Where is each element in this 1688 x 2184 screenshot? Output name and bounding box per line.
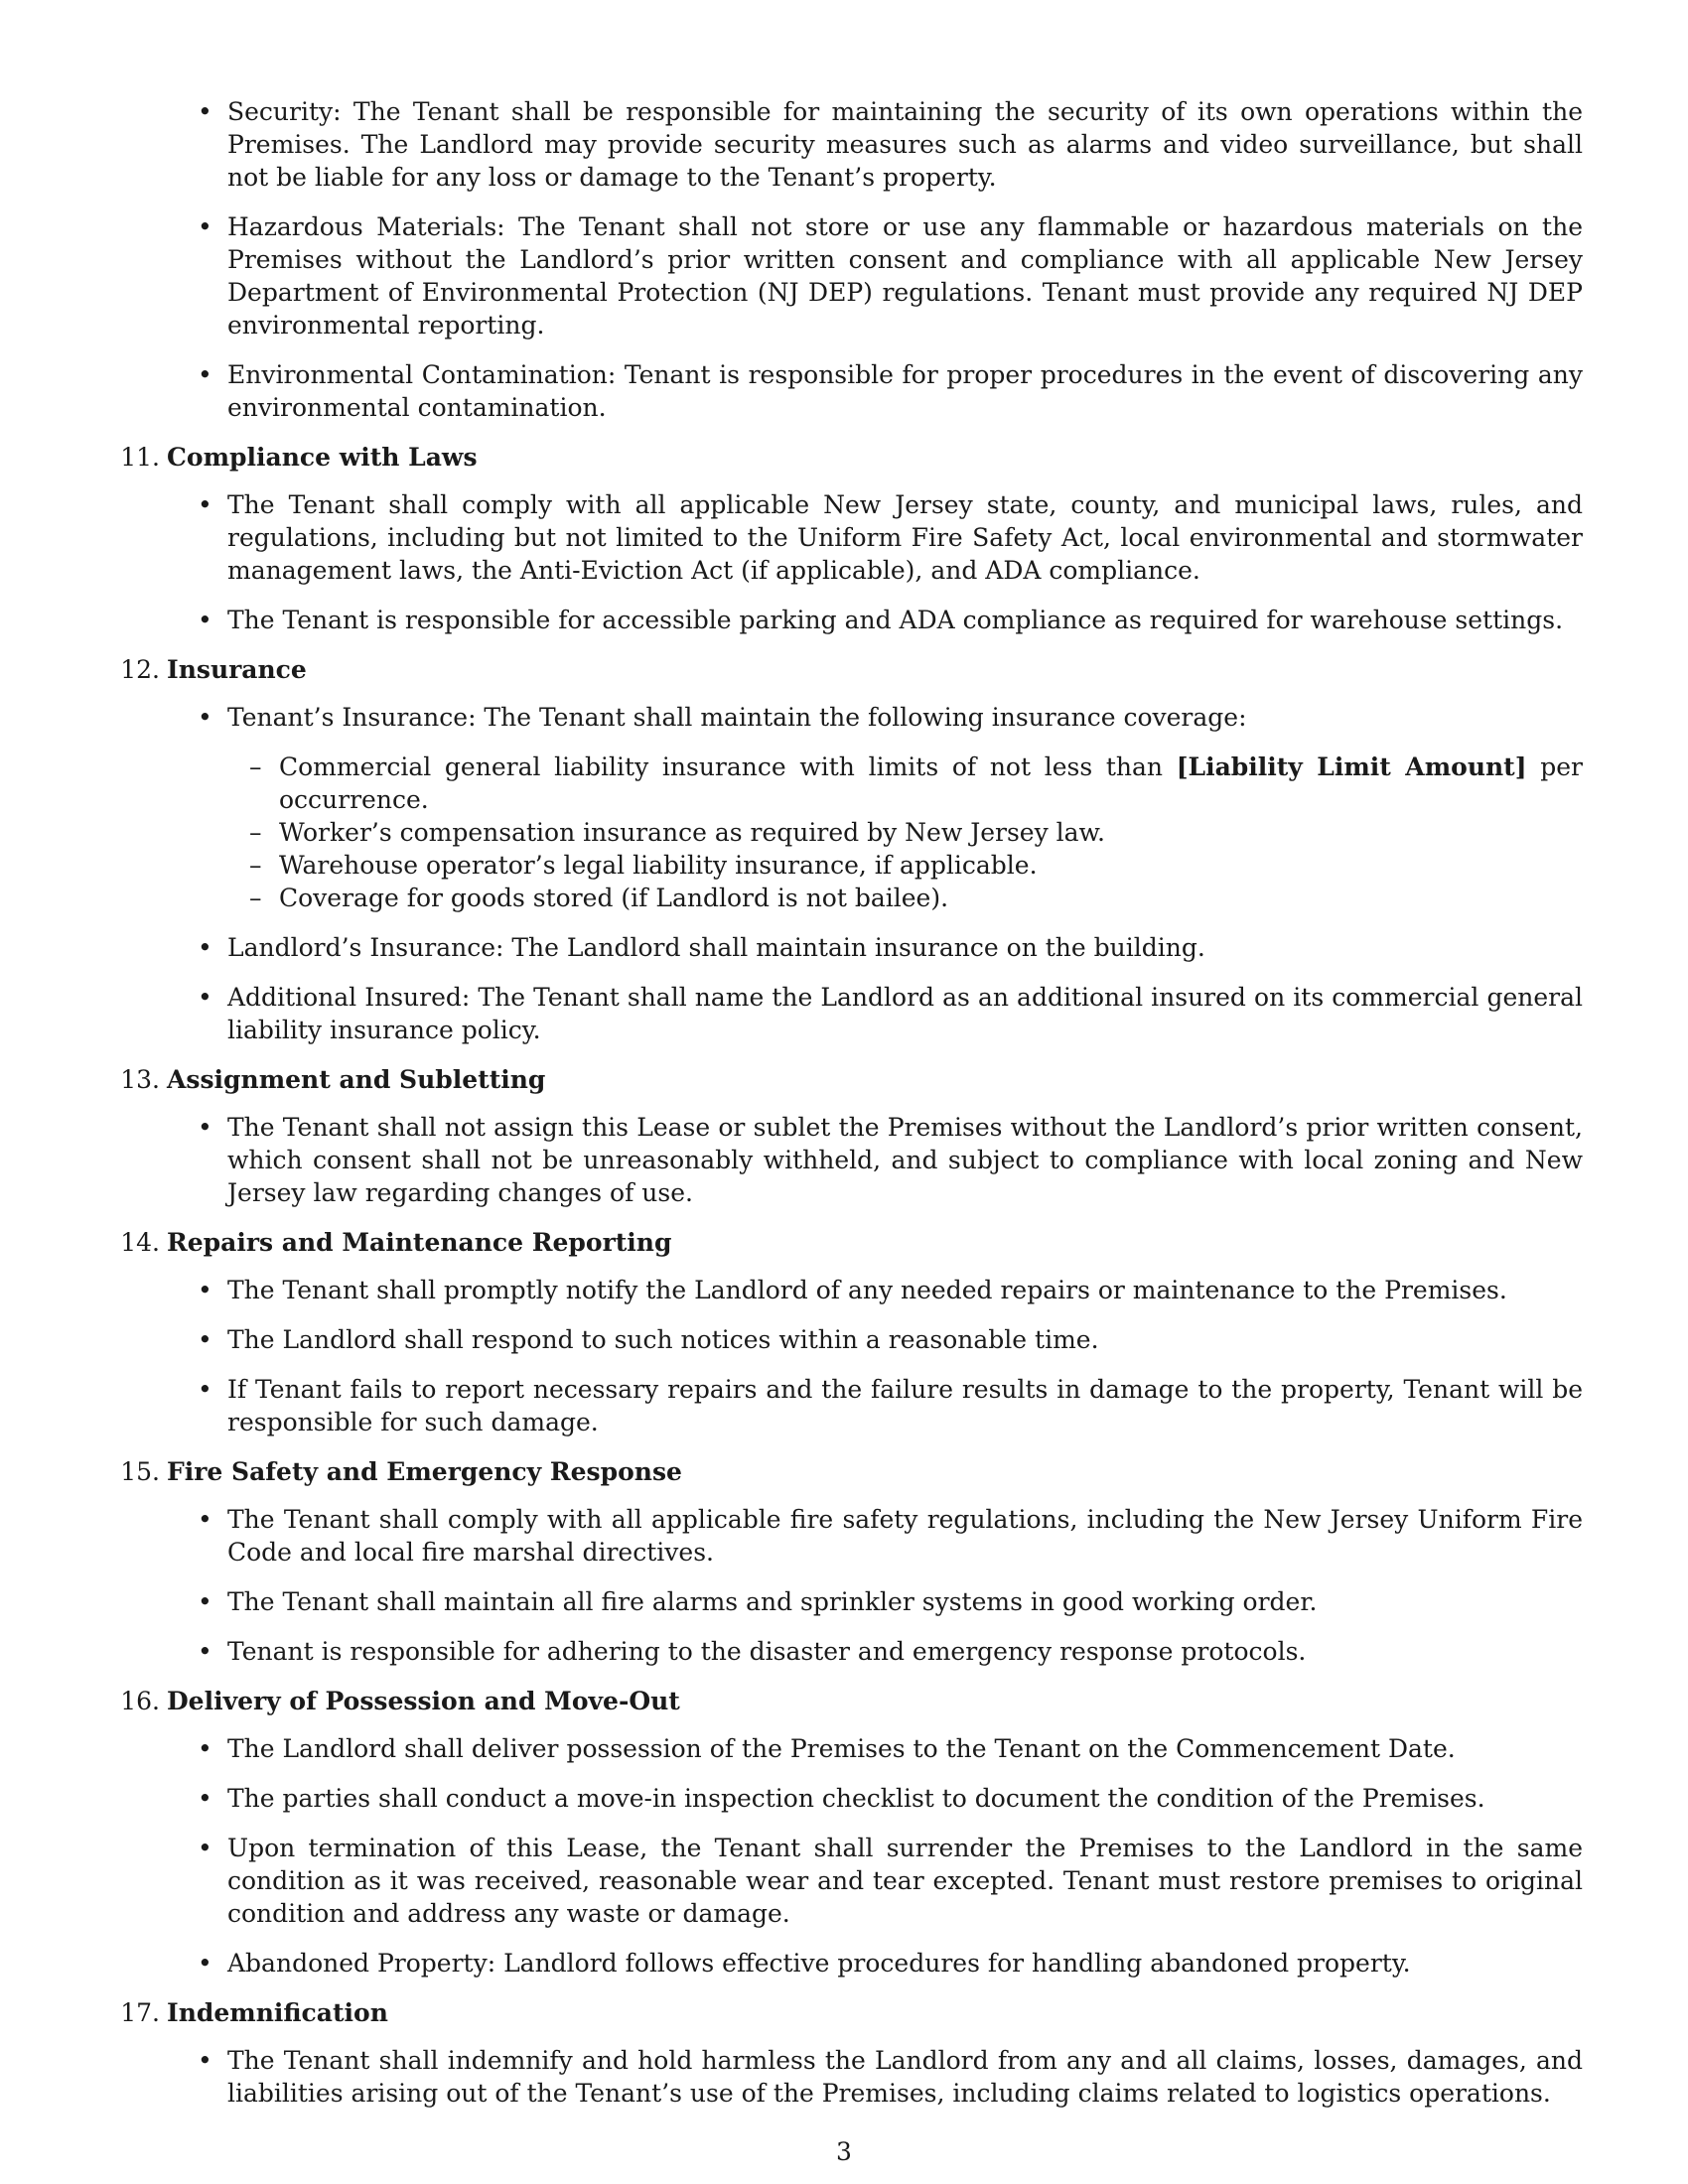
section-title: Repairs and Maintenance Reporting bbox=[167, 1228, 672, 1257]
section-number: 14. bbox=[120, 1228, 160, 1257]
section-12 bbox=[113, 653, 1583, 1046]
liability-limit-placeholder: [Liability Limit Amount] bbox=[1176, 752, 1527, 781]
section-bullets bbox=[113, 1503, 1583, 1668]
insurance-coverage-list bbox=[227, 751, 1583, 914]
list-item: • The Tenant is responsible for accessible parking and ADA compliance as required for warehouse settings. bbox=[227, 604, 1583, 636]
section-title: Delivery of Possession and Move-Out bbox=[167, 1687, 680, 1715]
section-title: Assignment and Subletting bbox=[167, 1065, 546, 1094]
numbered-sections bbox=[113, 441, 1583, 2110]
coverage-workers-comp: – Worker’s compensation insurance as required by New Jersey law. bbox=[279, 816, 1583, 849]
section-number: 12. bbox=[120, 655, 160, 684]
continued-section-bullets bbox=[113, 95, 1583, 424]
section-title: Fire Safety and Emergency Response bbox=[167, 1457, 682, 1486]
list-item: • The Landlord shall deliver possession of the Premises to the Tenant on the Commencement Date. bbox=[227, 1732, 1583, 1765]
section-13 bbox=[113, 1063, 1583, 1209]
bullet-tenant-insurance bbox=[227, 701, 1583, 914]
section-heading bbox=[113, 1226, 1583, 1259]
section-heading bbox=[113, 1455, 1583, 1488]
bullet-environmental-contamination: • Environmental Contamination: Tenant is responsible for proper procedures in the event of discovering any environmental contamination. bbox=[227, 358, 1583, 424]
coverage-warehouse-liability: – Warehouse operator’s legal liability insurance, if applicable. bbox=[279, 849, 1583, 882]
section-bullets bbox=[113, 1732, 1583, 1979]
section-16 bbox=[113, 1685, 1583, 1979]
list-item: • Upon termination of this Lease, the Tenant shall surrender the Premises to the Landlord in the same condition as it was received, reasonable wear and tear excepted. Tenant must restore premises to original condition and address any waste or damage. bbox=[227, 1832, 1583, 1930]
section-bullets bbox=[113, 701, 1583, 1046]
section-bullets bbox=[113, 488, 1583, 636]
section-title: Insurance bbox=[167, 655, 307, 684]
section-heading bbox=[113, 441, 1583, 474]
section-bullets bbox=[113, 2044, 1583, 2110]
list-item: • The Tenant shall maintain all fire alarms and sprinkler systems in good working order. bbox=[227, 1585, 1583, 1618]
liability-text-before: Commercial general liability insurance with limits of not less than bbox=[279, 752, 1177, 781]
section-number: 15. bbox=[120, 1457, 160, 1486]
list-item: • The Tenant shall comply with all applicable fire safety regulations, including the New Jersey Uniform Fire Code and local fire marshal directives. bbox=[227, 1503, 1583, 1569]
list-item: • The Tenant shall promptly notify the Landlord of any needed repairs or maintenance to the Premises. bbox=[227, 1274, 1583, 1306]
section-number: 11. bbox=[120, 443, 160, 472]
list-item: • The Tenant shall indemnify and hold harmless the Landlord from any and all claims, losses, damages, and liabilities arising out of the Tenant’s use of the Premises, including claims related to logistics operations. bbox=[227, 2044, 1583, 2110]
coverage-goods-stored: – Coverage for goods stored (if Landlord is not bailee). bbox=[279, 882, 1583, 914]
list-item: • Landlord’s Insurance: The Landlord shall maintain insurance on the building. bbox=[227, 931, 1583, 964]
section-heading bbox=[113, 1685, 1583, 1717]
list-item: • The Tenant shall not assign this Lease or sublet the Premises without the Landlord’s prior written consent, which consent shall not be unreasonably withheld, and subject to compliance with local zoning and New Jersey law regarding changes of use. bbox=[227, 1111, 1583, 1209]
section-number: 16. bbox=[120, 1687, 160, 1715]
section-number: 17. bbox=[120, 1998, 160, 2027]
section-bullets bbox=[113, 1274, 1583, 1438]
coverage-liability bbox=[279, 751, 1583, 816]
section-11 bbox=[113, 441, 1583, 636]
section-heading bbox=[113, 1063, 1583, 1096]
list-item: • If Tenant fails to report necessary repairs and the failure results in damage to the property, Tenant will be responsible for such damage. bbox=[227, 1373, 1583, 1438]
list-item: • Tenant is responsible for adhering to the disaster and emergency response protocols. bbox=[227, 1635, 1583, 1668]
list-item: • The Tenant shall comply with all applicable New Jersey state, county, and municipal laws, rules, and regulations, including but not limited to the Uniform Fire Safety Act, local environmental and stormwater management laws, the Anti-Eviction Act (if applicable), and ADA compliance. bbox=[227, 488, 1583, 587]
list-item: • Abandoned Property: Landlord follows effective procedures for handling abandoned property. bbox=[227, 1947, 1583, 1979]
bullet-security: • Security: The Tenant shall be responsible for maintaining the security of its own operations within the Premises. The Landlord may provide security measures such as alarms and video surveillance, but shall not be liable for any loss or damage to the Tenant’s property. bbox=[227, 95, 1583, 194]
section-bullets bbox=[113, 1111, 1583, 1209]
section-14 bbox=[113, 1226, 1583, 1438]
page-number: 3 bbox=[836, 2137, 852, 2166]
section-17 bbox=[113, 1996, 1583, 2110]
bullet-hazardous-materials: • Hazardous Materials: The Tenant shall not store or use any flammable or hazardous materials on the Premises without the Landlord’s prior written consent and compliance with all applicable New Jersey Department of Environmental Protection (NJ DEP) regulations. Tenant must provide any required NJ DEP environmental reporting. bbox=[227, 210, 1583, 341]
list-item: • The Landlord shall respond to such notices within a reasonable time. bbox=[227, 1323, 1583, 1356]
section-number: 13. bbox=[120, 1065, 160, 1094]
section-title: Compliance with Laws bbox=[167, 443, 478, 472]
list-item: • The parties shall conduct a move-in inspection checklist to document the condition of the Premises. bbox=[227, 1782, 1583, 1815]
section-15 bbox=[113, 1455, 1583, 1668]
section-heading bbox=[113, 1996, 1583, 2029]
section-title: Indemnification bbox=[167, 1998, 388, 2027]
liability-text-after: per occurrence. bbox=[279, 752, 1583, 814]
tenant-insurance-text: Tenant’s Insurance: The Tenant shall maintain the following insurance coverage: bbox=[227, 703, 1247, 732]
section-heading bbox=[113, 653, 1583, 686]
list-item: • Additional Insured: The Tenant shall name the Landlord as an additional insured on its commercial general liability insurance policy. bbox=[227, 981, 1583, 1046]
